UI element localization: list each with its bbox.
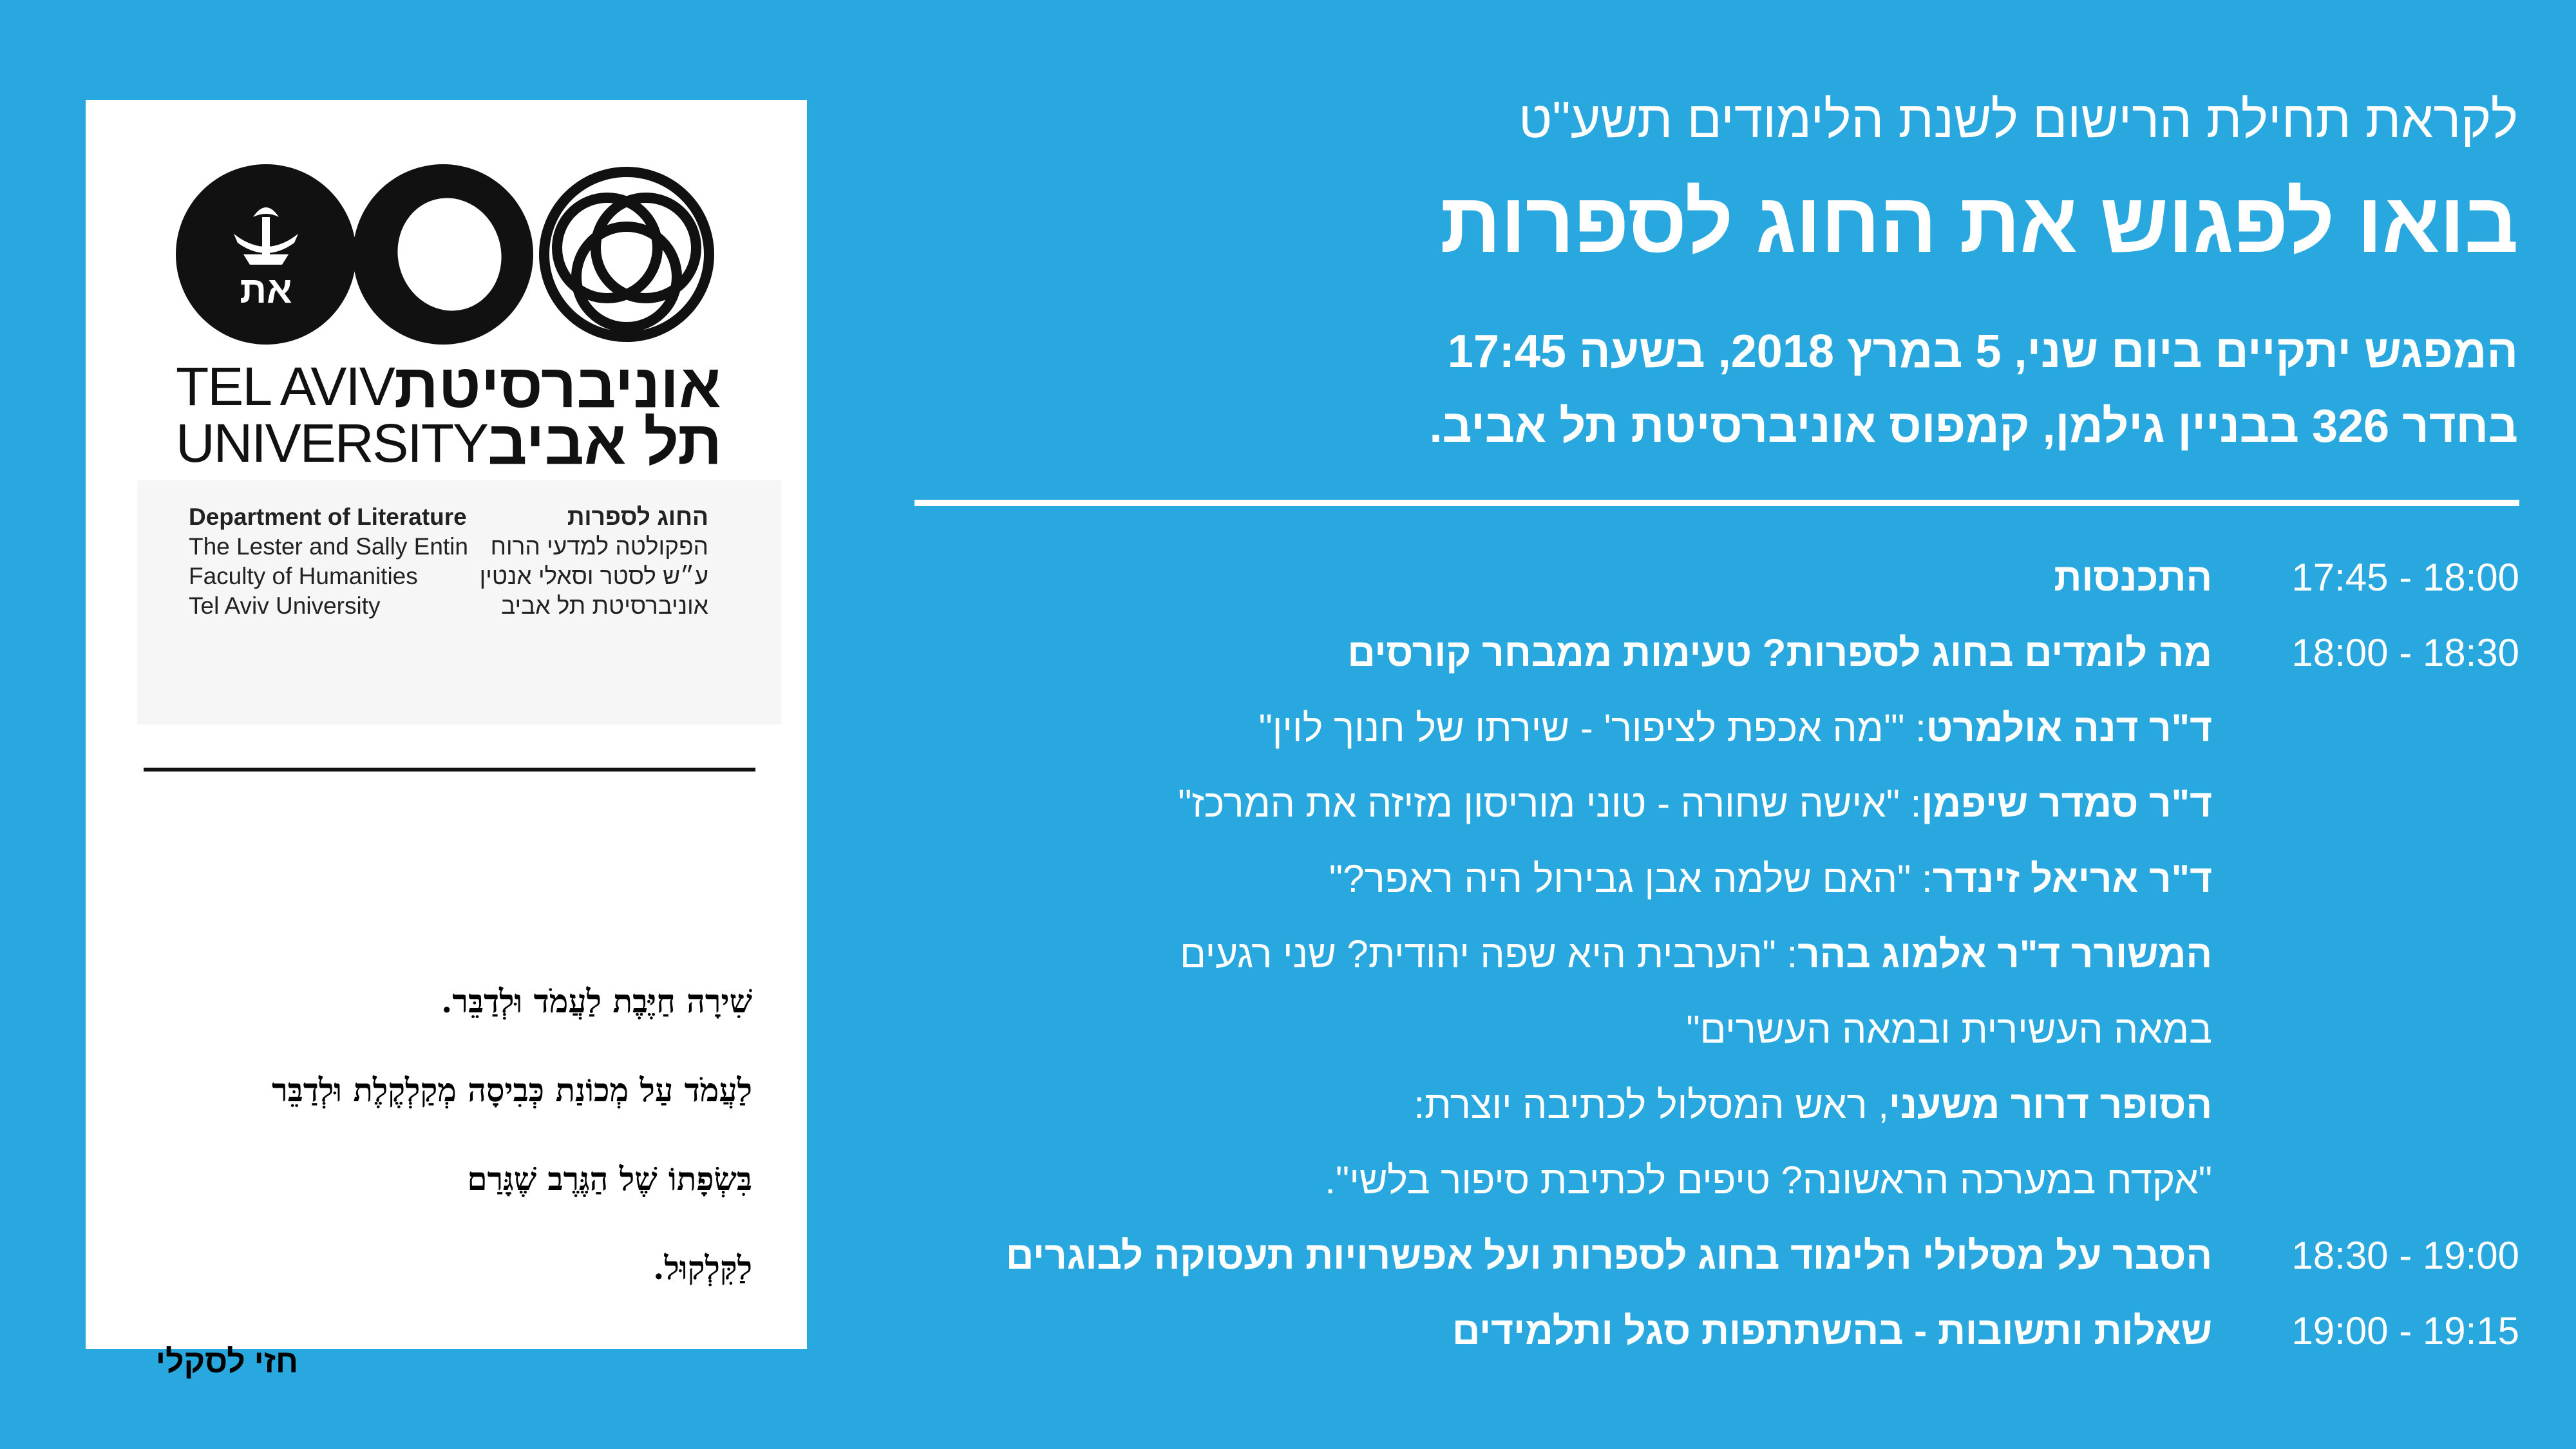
logo-glyph: את: [240, 269, 292, 311]
department-he-line: החוג לספרות: [567, 504, 708, 530]
department-he: [480, 502, 708, 621]
poem-line: לַעֲמֹד עַל מְכוֹנַת כְּבִיסָה מְקַלְקֶלֶת וּלְדַבֵּר: [272, 1071, 752, 1109]
schedule-item: [1452, 1309, 2212, 1353]
schedule-item: [1178, 781, 2212, 826]
schedule-item-bold: התכנסות: [2054, 556, 2212, 599]
department-en-line: Department of Literature: [189, 504, 467, 530]
schedule-item: [1686, 1007, 2212, 1052]
schedule-item-text: : "'מה אכפת לציפור' - שירתו של חנוך לוין": [1258, 706, 1926, 750]
event-info-line: בחדר 326 בבניין גילמן, קמפוס אוניברסיטת תל אביב.: [1429, 401, 2518, 452]
schedule-time: 18:00 - 18:30: [2291, 631, 2519, 674]
schedule-item: [1347, 630, 2212, 675]
schedule-item-text: , ראש המסלול לכתיבה יוצרת:: [1414, 1083, 1889, 1126]
department-en-line: Tel Aviv University: [189, 592, 381, 619]
schedule-item: [1180, 932, 2212, 976]
schedule-item-bold: שאלות ותשובות - בהשתתפות סגל ותלמידים: [1452, 1309, 2212, 1352]
department-card: [86, 100, 807, 1379]
university-name-en-1: TEL AVIV: [176, 355, 394, 417]
poem-line: בִּשְׂפָתוֹ שֶׁל הַגֶּרֶב שֶׁגָּרַם: [467, 1160, 752, 1198]
schedule-item-bold: הסופר דרור משעני: [1888, 1083, 2212, 1126]
page-title: בואו לפגוש את החוג לספרות: [1440, 175, 2518, 270]
schedule-item-bold: ד"ר אריאל זינדר: [1932, 857, 2212, 900]
schedule-item-bold: ד"ר דנה אולמרט: [1926, 706, 2212, 750]
schedule-item-bold: ד"ר סמדר שיפמן: [1921, 782, 2212, 825]
schedule-item-text: "אקדח במערכה הראשונה? טיפים לכתיבת סיפור בלשי".: [1325, 1159, 2212, 1202]
poet-name: חזי לסקלי: [155, 1343, 298, 1379]
schedule-item-bold: המשורר ד"ר אלמוג בהר: [1797, 933, 2212, 976]
university-name-en-2: UNIVERSITY: [176, 412, 488, 473]
department-en: [189, 502, 468, 621]
schedule-item-text: : "אישה שחורה - טוני מוריסון מזיזה את המרכז": [1178, 782, 1922, 825]
schedule-item: [1414, 1083, 2212, 1127]
tel-aviv-university-logo-icon: [176, 158, 717, 351]
schedule-item: [1325, 1158, 2212, 1202]
university-name-line2: [176, 408, 723, 478]
schedule-item-text: : "הערבית היא שפה יהודית? שני רגעים: [1180, 933, 1798, 976]
event-info: [1429, 314, 2518, 464]
poem: [134, 982, 752, 1338]
poem-line: לַקִּלְקוּל.: [653, 1249, 752, 1287]
schedule-item: [1006, 1233, 2212, 1278]
schedule-time: 18:30 - 19:00: [2291, 1234, 2519, 1277]
schedule-item-text: במאה העשירית ובמאה העשרים": [1686, 1008, 2212, 1051]
schedule-time: 17:45 - 18:00: [2291, 556, 2519, 599]
schedule-item: [2054, 555, 2212, 600]
schedule-item-bold: הסבר על מסלולי הלימוד בחוג לספרות ועל אפשרויות תעסוקה לבוגרים: [1005, 1234, 2212, 1277]
schedule-time: 19:00 - 19:15: [2291, 1309, 2519, 1352]
university-name-he-1: אוניברסיטת: [393, 352, 721, 421]
header-divider: [914, 500, 2519, 506]
department-he-line: ע״ש לסטר וסאלי אנטין: [479, 563, 708, 589]
department-he-line: אוניברסיטת תל אביב: [501, 592, 708, 619]
department-en-line: The Lester and Sally Entin: [189, 533, 468, 560]
pre-title: לקראת תחילת הרישום לשנת הלימודים תשע"ט: [1518, 91, 2518, 148]
university-name-he-2: תל אביב: [488, 408, 723, 477]
schedule-item-text: : "האם שלמה אבן גבירול היה ראפר?": [1329, 857, 1933, 900]
department-he-line: הפקולטה למדעי הרוח: [490, 533, 708, 560]
card-divider: [144, 768, 755, 772]
schedule-item: [1258, 706, 2212, 750]
schedule-item-bold: מה לומדים בחוג לספרות? טעימות ממבחר קורסים: [1347, 631, 2212, 674]
poem-line: שִׁירָה חַיֶּבֶת לַעֲמֹד וּלְדַבֵּר.: [440, 982, 752, 1020]
schedule-item: [1329, 857, 2212, 901]
event-info-line: המפגש יתקיים ביום שני, 5 במרץ 2018, בשעה 17:45: [1447, 326, 2518, 377]
department-en-line: Faculty of Humanities: [189, 563, 418, 589]
